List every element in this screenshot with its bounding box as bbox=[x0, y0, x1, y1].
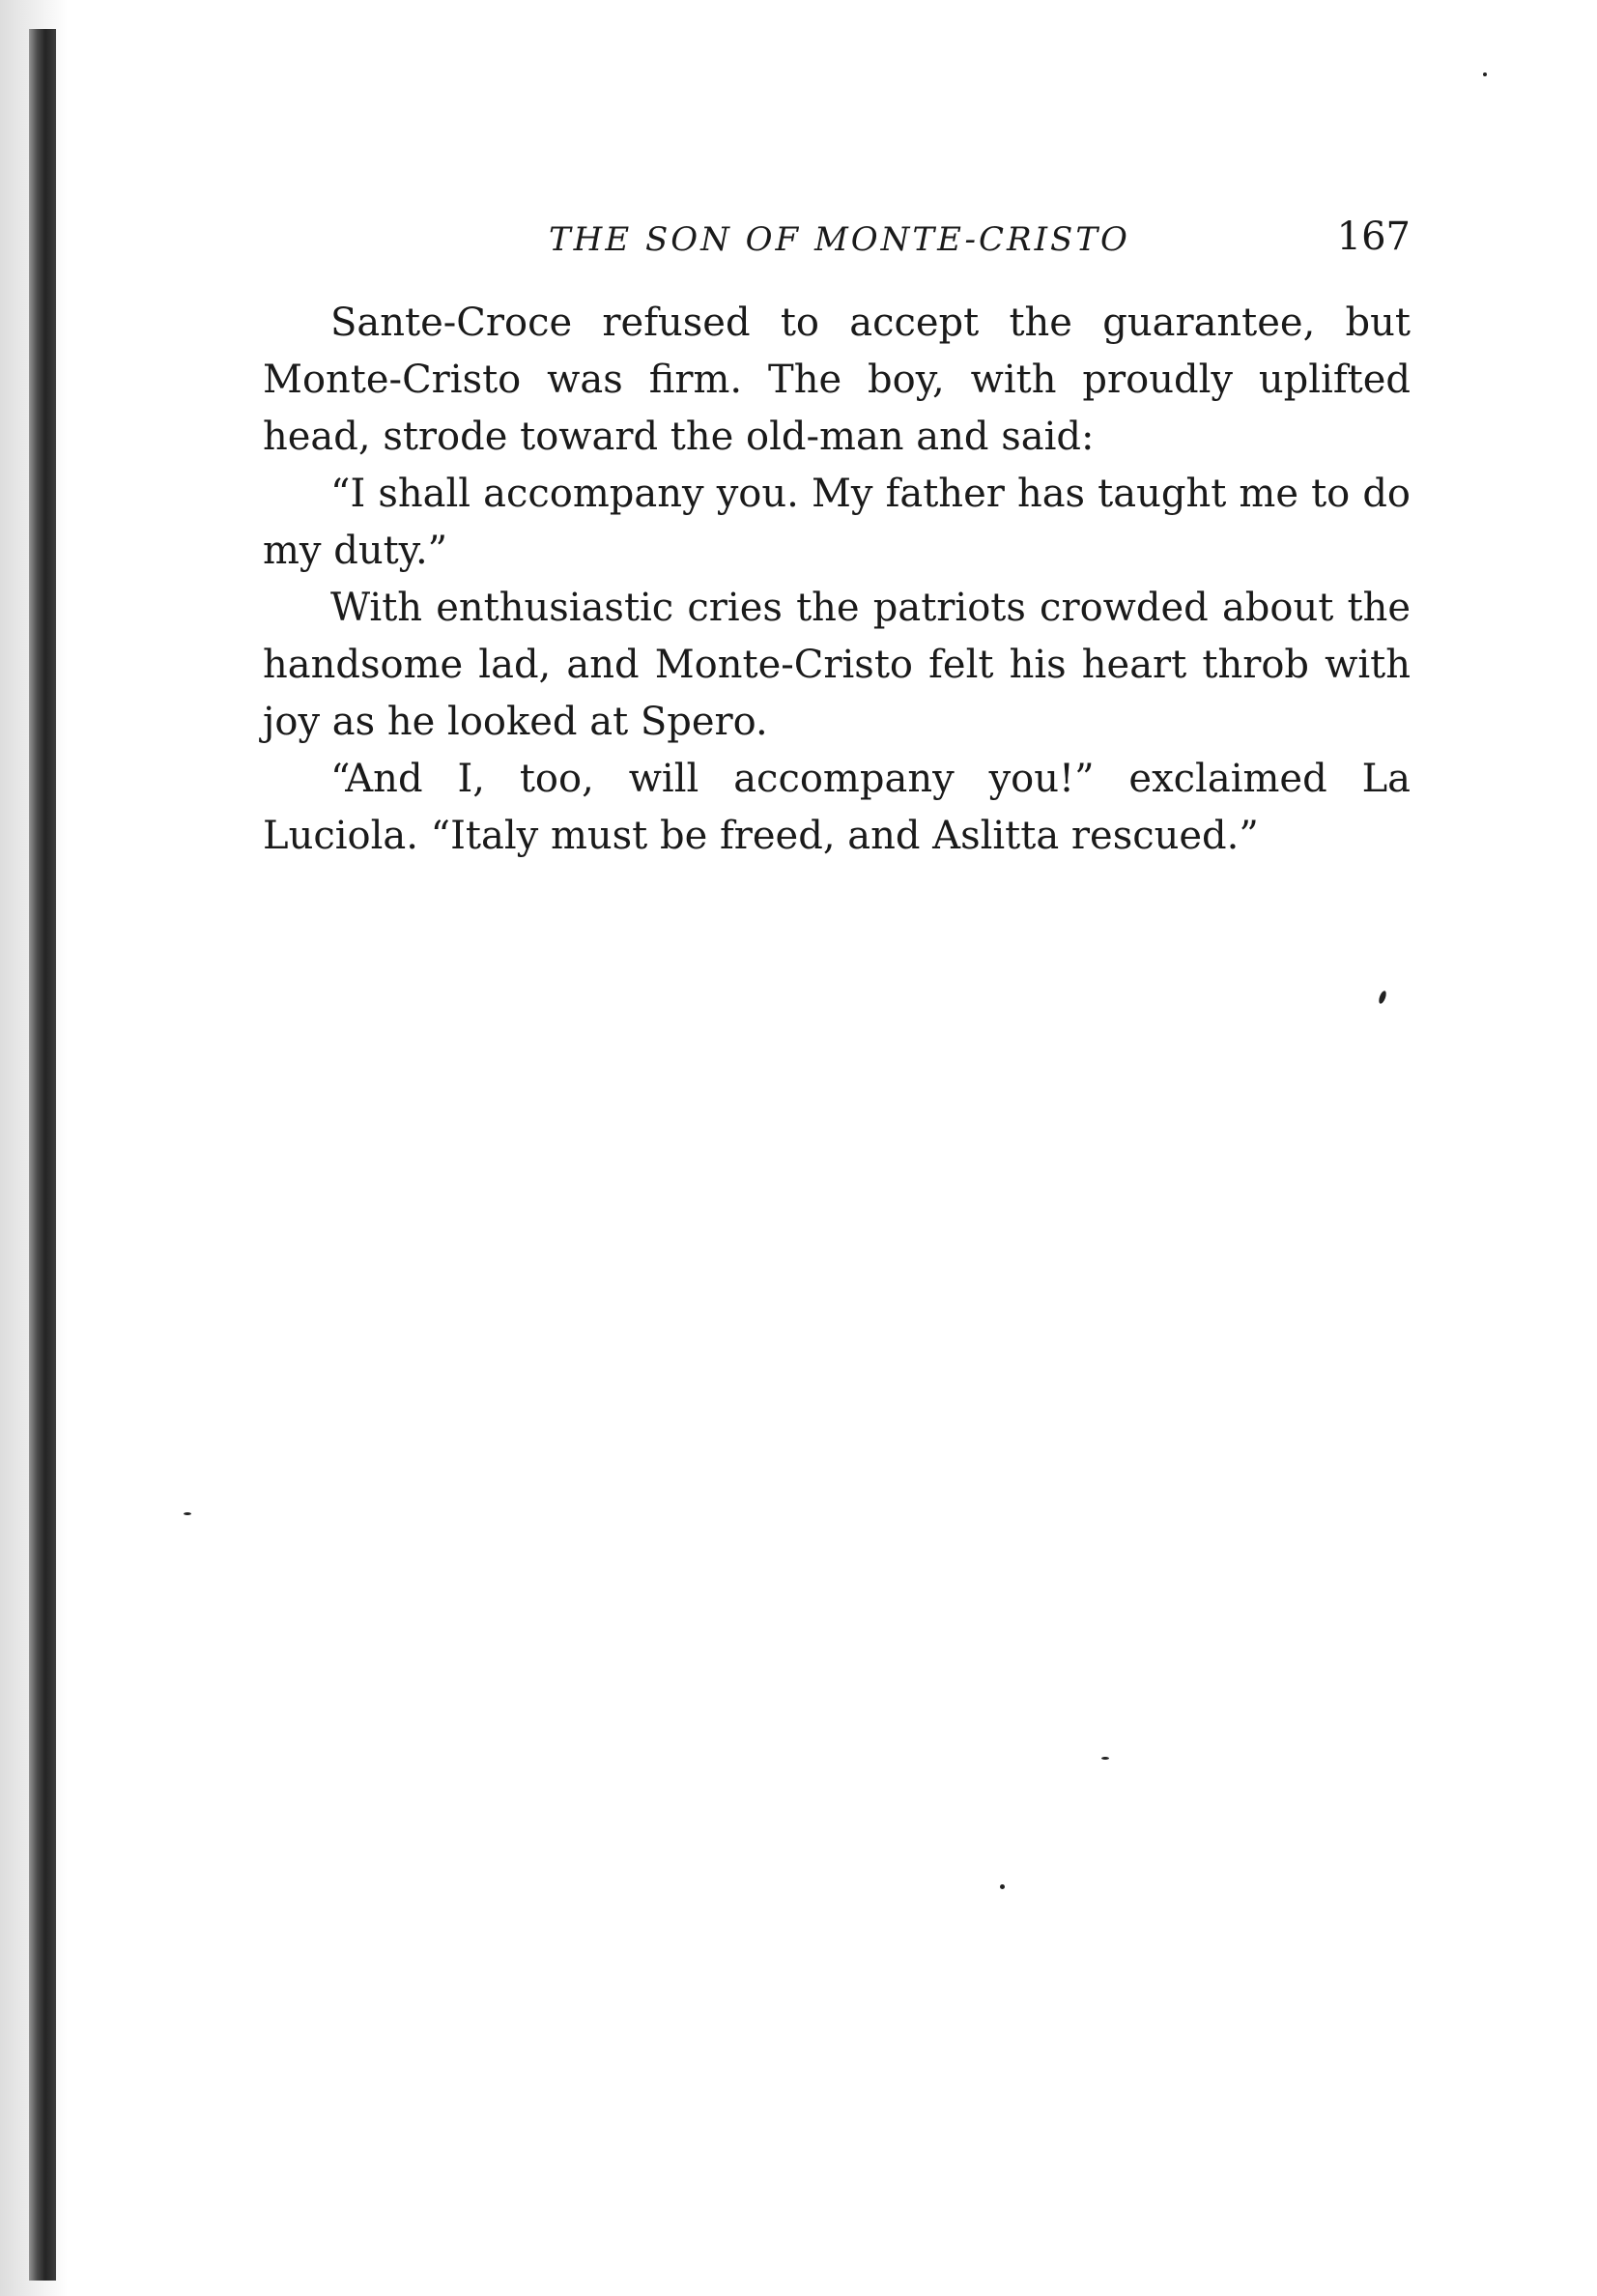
print-speck bbox=[1378, 990, 1387, 1004]
paragraph: “I shall accompany you. My father has taught me to do my duty.” bbox=[263, 472, 1411, 573]
print-speck bbox=[184, 1512, 191, 1515]
running-head bbox=[263, 215, 1411, 269]
print-speck bbox=[1101, 1757, 1109, 1760]
paragraph: Sante-Croce refused to accept the guarantee, but Monte-Cristo was firm. The boy, with proudly uplifted head, strode toward the old-man and said: bbox=[263, 301, 1411, 459]
running-title: THE SON OF MONTE-CRISTO bbox=[549, 220, 1130, 259]
page-binding-edge bbox=[29, 29, 56, 2281]
paragraph: “And I, too, will accompany you!” exclaimed La Luciola. “Italy must be freed, and Aslitta rescued.” bbox=[263, 757, 1411, 858]
page-number: 167 bbox=[1336, 215, 1411, 259]
paragraph: With enthusiastic cries the patriots crowded about the handsome lad, and Monte-Cristo felt his heart throb with joy as he looked at Spero. bbox=[263, 586, 1411, 744]
print-speck bbox=[1000, 1884, 1005, 1889]
body-text bbox=[263, 295, 1411, 865]
print-speck bbox=[1483, 72, 1487, 76]
